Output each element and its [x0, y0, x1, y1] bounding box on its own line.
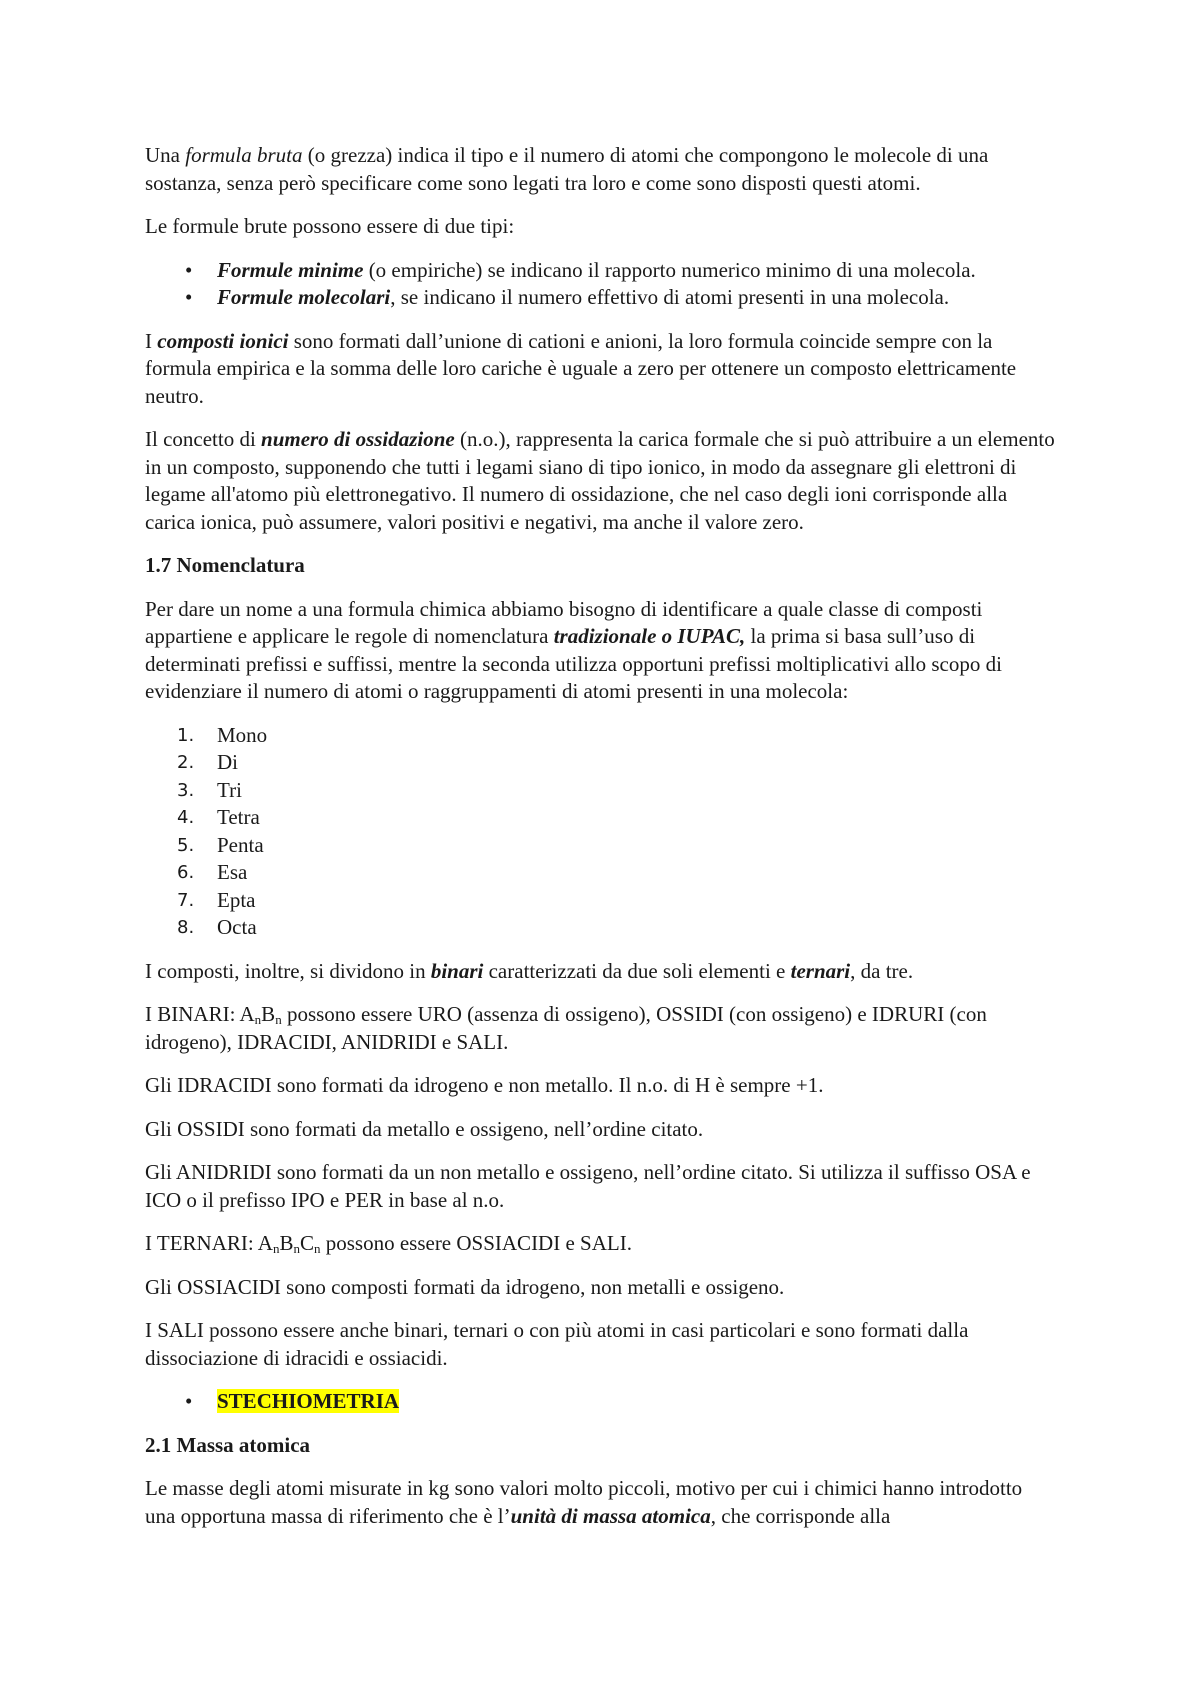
prefix-label: Esa [217, 860, 248, 884]
prefix-label: Tri [217, 777, 242, 802]
text: la prima si basa sull’uso di determinati prefissi e suffissi, mentre la seconda utilizza opportuni prefissi moltiplicativi allo scopo di evidenziare il numero di atomi o raggruppamenti di atomi presenti in una molecola: [145, 624, 1002, 703]
text: (o empiriche) se indicano il rapporto numerico minimo di una molecola. [363, 257, 976, 282]
text: I [145, 328, 158, 353]
prefix-label: Epta [217, 887, 256, 912]
prefix-list [145, 722, 1055, 942]
paragraph-sali: I SALI possono essere anche binari, ternari o con più atomi in casi particolari e sono formati dalla dissociazione di idracidi e ossiacidi. [145, 1318, 969, 1370]
prefix-label: Mono [217, 722, 268, 747]
term-unita-massa-atomica: unità di massa atomica [510, 1503, 711, 1528]
list-item [145, 749, 1055, 777]
paragraph-formula-bruta [145, 142, 1055, 197]
paragraph-i-ternari [145, 1230, 1055, 1258]
text: Le masse degli atomi misurate in kg sono valori molto piccoli, motivo per cui i chimici hanno introdotto una opportuna massa di riferimento che è l’ [145, 1476, 1023, 1528]
paragraph-idracidi: Gli IDRACIDI sono formati da idrogeno e non metallo. Il n.o. di H è sempre +1. [145, 1073, 824, 1097]
list-item [145, 832, 1055, 860]
list-item [145, 777, 1055, 805]
term-tradizionale-iupac: tradizionale o IUPAC, [553, 624, 746, 648]
bullet-icon: • [185, 285, 193, 309]
prefix-label: Di [217, 750, 238, 774]
section-bullet-list [145, 1388, 1055, 1416]
text: Una [145, 143, 186, 167]
term-formula-bruta: formula bruta [185, 143, 303, 167]
list-number: 7. [177, 889, 195, 911]
list-item [145, 722, 1055, 750]
term-binari: binari [430, 958, 484, 983]
prefix-label: Tetra [217, 805, 260, 829]
text: B [279, 1231, 294, 1255]
list-item [145, 914, 1055, 942]
term-numero-ossidazione: numero di ossidazione [261, 427, 455, 451]
list-number: 1. [177, 724, 195, 746]
paragraph-composti-ionici [145, 328, 1055, 411]
list-number: 3. [177, 779, 195, 801]
text: , che corrisponde alla [710, 1503, 891, 1528]
subscript: n [272, 1241, 280, 1256]
term-ternari: ternari [790, 958, 851, 983]
paragraph-massa-atomica [145, 1475, 1055, 1530]
paragraph-ossidi: Gli OSSIDI sono formati da metallo e ossigeno, nell’ordine citato. [145, 1116, 704, 1141]
prefix-label: Penta [217, 832, 264, 857]
list-number: 8. [177, 917, 195, 938]
list-number: 4. [177, 807, 195, 828]
subscript: n [254, 1012, 262, 1027]
paragraph-nomenclatura [145, 596, 1055, 706]
list-number: 2. [177, 752, 195, 773]
paragraph-binari-ternari [145, 958, 1055, 986]
paragraph-i-binari [145, 1001, 1055, 1056]
heading-massa-atomica: 2.1 Massa atomica [145, 1432, 311, 1457]
bullet-icon: • [185, 257, 193, 282]
section-title-stechiometria: STECHIOMETRIA [217, 1389, 400, 1413]
text: , se indicano il numero effettivo di atomi presenti in una molecola. [390, 285, 950, 309]
list-item [145, 804, 1055, 832]
text: (o grezza) indica il tipo e il numero di atomi che compongono le molecole di una sostanza, senza però specificare come sono legati tra loro e come sono disposti questi atomi. [145, 143, 989, 195]
bullet-icon: • [185, 1389, 193, 1413]
paragraph-numero-ossidazione [145, 426, 1055, 536]
subscript: n [313, 1241, 321, 1256]
text: (n.o.), rappresenta la carica formale che si può attribuire a un elemento in un composto, supponendo che tutti i legami siano di tipo ionico, in modo da assegnare gli elettroni di legame all'atomo più elettronegativo. Il numero di ossidazione, che nel caso degli ioni corrisponde alla carica ionica, può assumere, valori positivi e negativi, ma anche il valore zero. [145, 427, 1055, 534]
list-number: 6. [177, 862, 195, 883]
text: Il concetto di [145, 427, 262, 451]
list-item [145, 1388, 1055, 1416]
text: B [261, 1002, 276, 1026]
heading-nomenclatura: 1.7 Nomenclatura [145, 553, 305, 577]
paragraph-ossiacidi: Gli OSSIACIDI sono composti formati da idrogeno, non metalli e ossigeno. [145, 1274, 785, 1299]
paragraph-tipi: Le formule brute possono essere di due tipi: [145, 214, 515, 238]
document-page [145, 142, 1055, 1546]
text: Per dare un nome a una formula chimica abbiamo bisogno di identificare a quale classe di composti appartiene e applicare le regole di nomenclatura [145, 596, 983, 648]
list-item [145, 887, 1055, 915]
list-item [145, 859, 1055, 887]
list-item [145, 257, 1055, 285]
term: Formule minime [217, 257, 364, 282]
text: I TERNARI: A [145, 1231, 273, 1255]
text: caratterizzati da due soli elementi e [483, 958, 791, 983]
text: , da tre. [850, 958, 914, 983]
text: I composti, inoltre, si dividono in [145, 958, 431, 983]
text: sono formati dall’unione di cationi e anioni, la loro formula coincide sempre con la formula empirica e la somma delle loro cariche è uguale a zero per ottenere un composto elettricamente neutro. [145, 328, 1017, 408]
paragraph-anidridi: Gli ANIDRIDI sono formati da un non metallo e ossigeno, nell’ordine citato. Si utilizza il suffisso OSA e ICO o il prefisso IPO e PER in base al n.o. [145, 1160, 1031, 1212]
text: possono essere OSSIACIDI e SALI. [320, 1231, 632, 1255]
subscript: n [293, 1241, 300, 1256]
term: Formule molecolari [217, 285, 391, 309]
list-number: 5. [177, 834, 195, 856]
subscript: n [275, 1012, 282, 1027]
text: possono essere URO (assenza di ossigeno), OSSIDI (con ossigeno) e IDRURI (con idrogeno), IDRACIDI, ANIDRIDI e SALI. [145, 1002, 987, 1054]
bullet-list-formule [145, 257, 1055, 312]
text: C [299, 1231, 314, 1255]
term-composti-ionici: composti ionici [157, 328, 289, 353]
prefix-label: Octa [217, 915, 257, 939]
list-item [145, 284, 1055, 312]
text: I BINARI: A [145, 1002, 255, 1026]
